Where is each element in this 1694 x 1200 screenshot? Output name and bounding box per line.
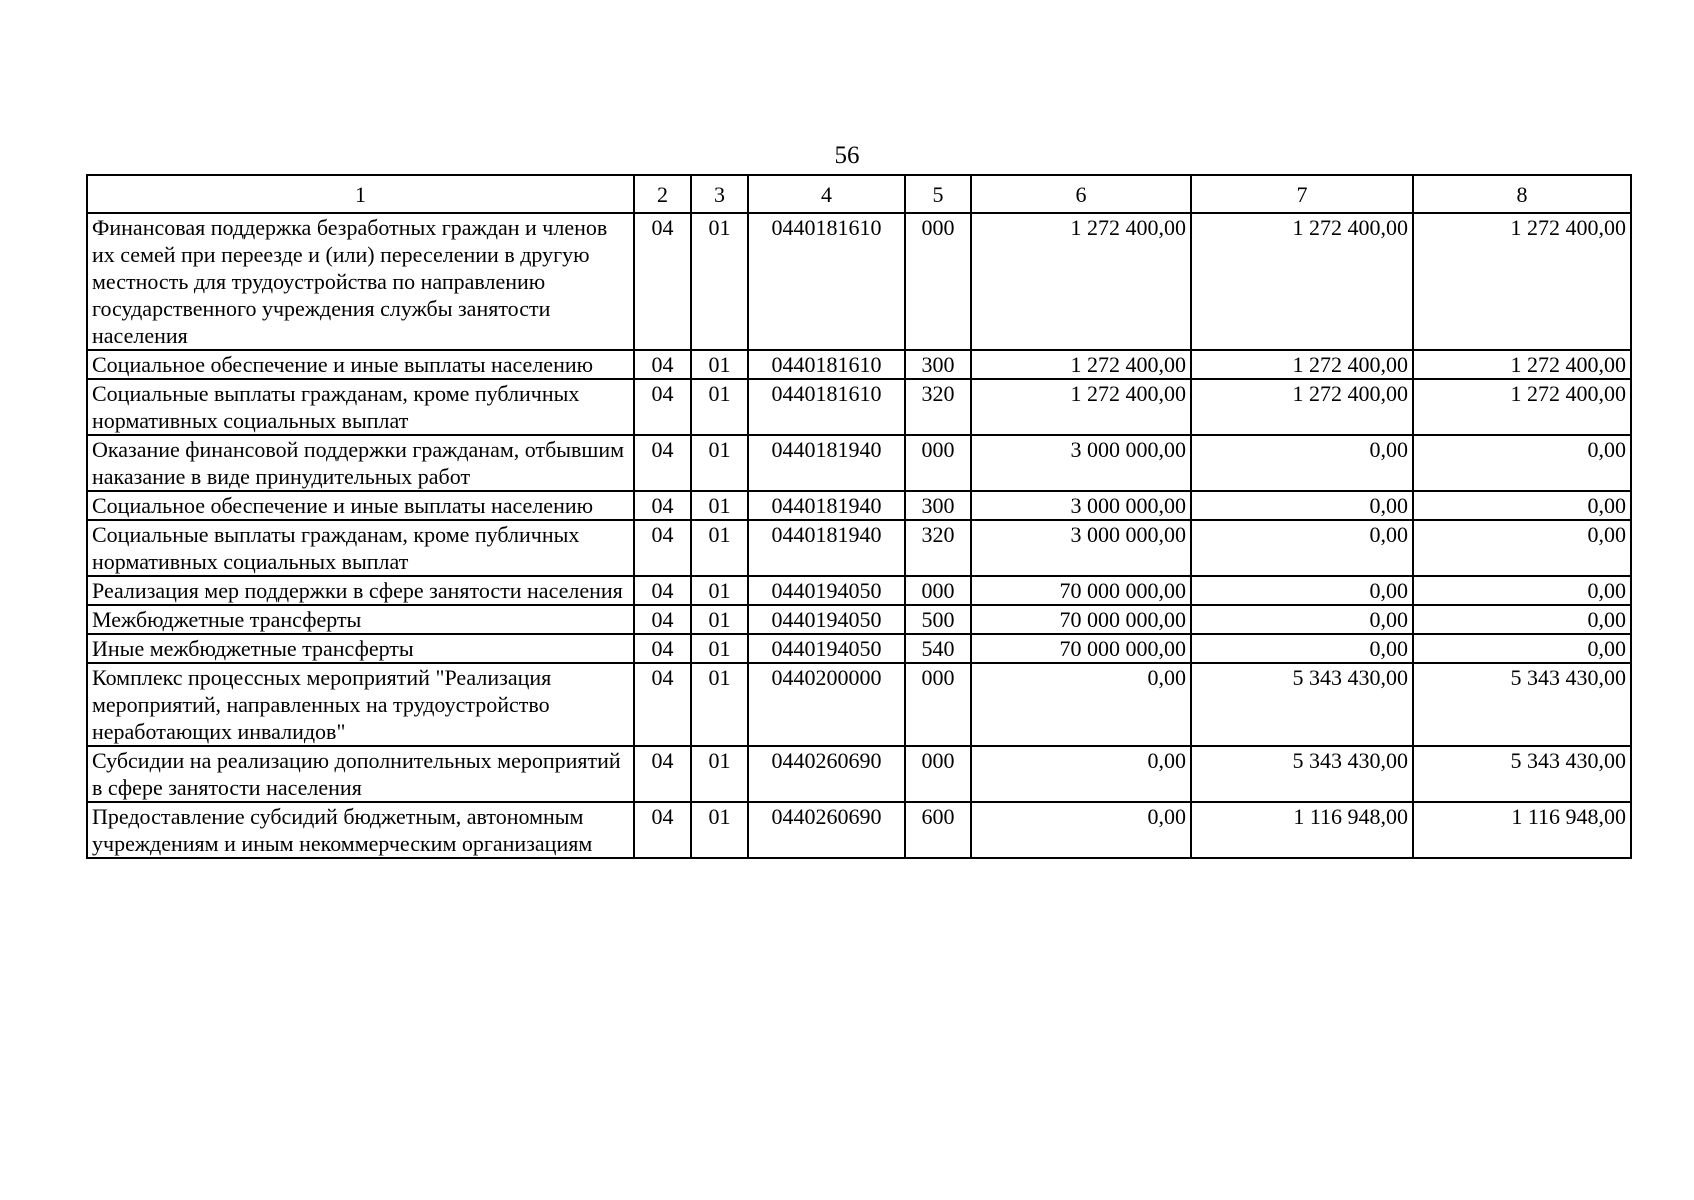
table-row bbox=[87, 213, 1631, 350]
subsection-code: 01 bbox=[691, 379, 748, 435]
expense-type-code: 500 bbox=[905, 605, 971, 634]
target-article-code: 0440194050 bbox=[748, 634, 905, 663]
amount-col6: 3 000 000,00 bbox=[971, 520, 1191, 576]
page-number: 56 bbox=[834, 142, 860, 169]
subsection-code: 01 bbox=[691, 491, 748, 520]
amount-col6: 0,00 bbox=[971, 663, 1191, 746]
table-body bbox=[87, 213, 1631, 858]
amount-col8: 1 272 400,00 bbox=[1413, 350, 1631, 379]
section-code: 04 bbox=[634, 634, 691, 663]
table-row bbox=[87, 520, 1631, 576]
row-name: Социальные выплаты гражданам, кроме публичных нормативных социальных выплат bbox=[87, 379, 634, 435]
table-row bbox=[87, 605, 1631, 634]
table-row bbox=[87, 802, 1631, 858]
expense-type-code: 000 bbox=[905, 435, 971, 491]
subsection-code: 01 bbox=[691, 576, 748, 605]
expense-type-code: 000 bbox=[905, 663, 971, 746]
amount-col7: 1 116 948,00 bbox=[1191, 802, 1413, 858]
amount-col8: 1 116 948,00 bbox=[1413, 802, 1631, 858]
table-row bbox=[87, 663, 1631, 746]
subsection-code: 01 bbox=[691, 802, 748, 858]
section-code: 04 bbox=[634, 213, 691, 350]
amount-col7: 0,00 bbox=[1191, 491, 1413, 520]
amount-col8: 0,00 bbox=[1413, 491, 1631, 520]
row-name: Социальное обеспечение и иные выплаты населению bbox=[87, 350, 634, 379]
amount-col8: 1 272 400,00 bbox=[1413, 213, 1631, 350]
expense-type-code: 300 bbox=[905, 350, 971, 379]
section-code: 04 bbox=[634, 746, 691, 802]
section-code: 04 bbox=[634, 491, 691, 520]
row-name: Предоставление субсидий бюджетным, автономным учреждениям и иным некоммерческим организациям bbox=[87, 802, 634, 858]
amount-col6: 3 000 000,00 bbox=[971, 435, 1191, 491]
column-header-5: 5 bbox=[905, 175, 971, 213]
row-name: Социальные выплаты гражданам, кроме публичных нормативных социальных выплат bbox=[87, 520, 634, 576]
amount-col7: 0,00 bbox=[1191, 576, 1413, 605]
budget-table bbox=[86, 174, 1632, 859]
amount-col8: 0,00 bbox=[1413, 634, 1631, 663]
section-code: 04 bbox=[634, 802, 691, 858]
target-article-code: 0440200000 bbox=[748, 663, 905, 746]
target-article-code: 0440181610 bbox=[748, 350, 905, 379]
amount-col7: 1 272 400,00 bbox=[1191, 213, 1413, 350]
table-row bbox=[87, 350, 1631, 379]
amount-col7: 5 343 430,00 bbox=[1191, 746, 1413, 802]
row-name: Иные межбюджетные трансферты bbox=[87, 634, 634, 663]
target-article-code: 0440260690 bbox=[748, 802, 905, 858]
section-code: 04 bbox=[634, 379, 691, 435]
amount-col7: 1 272 400,00 bbox=[1191, 379, 1413, 435]
expense-type-code: 320 bbox=[905, 379, 971, 435]
amount-col6: 0,00 bbox=[971, 802, 1191, 858]
expense-type-code: 320 bbox=[905, 520, 971, 576]
row-name: Субсидии на реализацию дополнительных мероприятий в сфере занятости населения bbox=[87, 746, 634, 802]
expense-type-code: 540 bbox=[905, 634, 971, 663]
table-row bbox=[87, 746, 1631, 802]
column-header-4: 4 bbox=[748, 175, 905, 213]
amount-col6: 70 000 000,00 bbox=[971, 605, 1191, 634]
subsection-code: 01 bbox=[691, 520, 748, 576]
amount-col8: 5 343 430,00 bbox=[1413, 663, 1631, 746]
table-row bbox=[87, 491, 1631, 520]
amount-col7: 0,00 bbox=[1191, 605, 1413, 634]
section-code: 04 bbox=[634, 520, 691, 576]
section-code: 04 bbox=[634, 576, 691, 605]
row-name: Комплекс процессных мероприятий "Реализация мероприятий, направленных на трудоустройство неработающих инвалидов" bbox=[87, 663, 634, 746]
amount-col8: 0,00 bbox=[1413, 576, 1631, 605]
target-article-code: 0440181610 bbox=[748, 379, 905, 435]
subsection-code: 01 bbox=[691, 350, 748, 379]
amount-col8: 0,00 bbox=[1413, 520, 1631, 576]
expense-type-code: 000 bbox=[905, 576, 971, 605]
row-name: Межбюджетные трансферты bbox=[87, 605, 634, 634]
subsection-code: 01 bbox=[691, 663, 748, 746]
row-name: Оказание финансовой поддержки гражданам, отбывшим наказание в виде принудительных работ bbox=[87, 435, 634, 491]
target-article-code: 0440194050 bbox=[748, 605, 905, 634]
amount-col7: 1 272 400,00 bbox=[1191, 350, 1413, 379]
amount-col6: 1 272 400,00 bbox=[971, 213, 1191, 350]
row-name: Реализация мер поддержки в сфере занятости населения bbox=[87, 576, 634, 605]
table-row bbox=[87, 435, 1631, 491]
amount-col7: 0,00 bbox=[1191, 520, 1413, 576]
column-header-2: 2 bbox=[634, 175, 691, 213]
section-code: 04 bbox=[634, 663, 691, 746]
column-header-1: 1 bbox=[87, 175, 634, 213]
target-article-code: 0440181940 bbox=[748, 491, 905, 520]
target-article-code: 0440181940 bbox=[748, 435, 905, 491]
amount-col8: 0,00 bbox=[1413, 435, 1631, 491]
table-row bbox=[87, 576, 1631, 605]
column-header-3: 3 bbox=[691, 175, 748, 213]
amount-col6: 1 272 400,00 bbox=[971, 379, 1191, 435]
amount-col7: 5 343 430,00 bbox=[1191, 663, 1413, 746]
subsection-code: 01 bbox=[691, 605, 748, 634]
column-header-8: 8 bbox=[1413, 175, 1631, 213]
section-code: 04 bbox=[634, 350, 691, 379]
expense-type-code: 600 bbox=[905, 802, 971, 858]
expense-type-code: 000 bbox=[905, 213, 971, 350]
amount-col6: 70 000 000,00 bbox=[971, 576, 1191, 605]
amount-col8: 0,00 bbox=[1413, 605, 1631, 634]
target-article-code: 0440181610 bbox=[748, 213, 905, 350]
section-code: 04 bbox=[634, 435, 691, 491]
amount-col6: 1 272 400,00 bbox=[971, 350, 1191, 379]
amount-col6: 0,00 bbox=[971, 746, 1191, 802]
column-header-6: 6 bbox=[971, 175, 1191, 213]
section-code: 04 bbox=[634, 605, 691, 634]
subsection-code: 01 bbox=[691, 213, 748, 350]
amount-col6: 3 000 000,00 bbox=[971, 491, 1191, 520]
amount-col7: 0,00 bbox=[1191, 435, 1413, 491]
subsection-code: 01 bbox=[691, 746, 748, 802]
amount-col8: 5 343 430,00 bbox=[1413, 746, 1631, 802]
table-row bbox=[87, 379, 1631, 435]
subsection-code: 01 bbox=[691, 634, 748, 663]
amount-col7: 0,00 bbox=[1191, 634, 1413, 663]
header-row bbox=[87, 175, 1631, 213]
target-article-code: 0440194050 bbox=[748, 576, 905, 605]
table-row bbox=[87, 634, 1631, 663]
amount-col6: 70 000 000,00 bbox=[971, 634, 1191, 663]
row-name: Финансовая поддержка безработных граждан и членов их семей при переезде и (или) переселении в другую местность для трудоустройства по направлению государственного учреждения службы занятости населения bbox=[87, 213, 634, 350]
row-name: Социальное обеспечение и иные выплаты населению bbox=[87, 491, 634, 520]
expense-type-code: 300 bbox=[905, 491, 971, 520]
target-article-code: 0440260690 bbox=[748, 746, 905, 802]
column-header-7: 7 bbox=[1191, 175, 1413, 213]
expense-type-code: 000 bbox=[905, 746, 971, 802]
subsection-code: 01 bbox=[691, 435, 748, 491]
target-article-code: 0440181940 bbox=[748, 520, 905, 576]
amount-col8: 1 272 400,00 bbox=[1413, 379, 1631, 435]
